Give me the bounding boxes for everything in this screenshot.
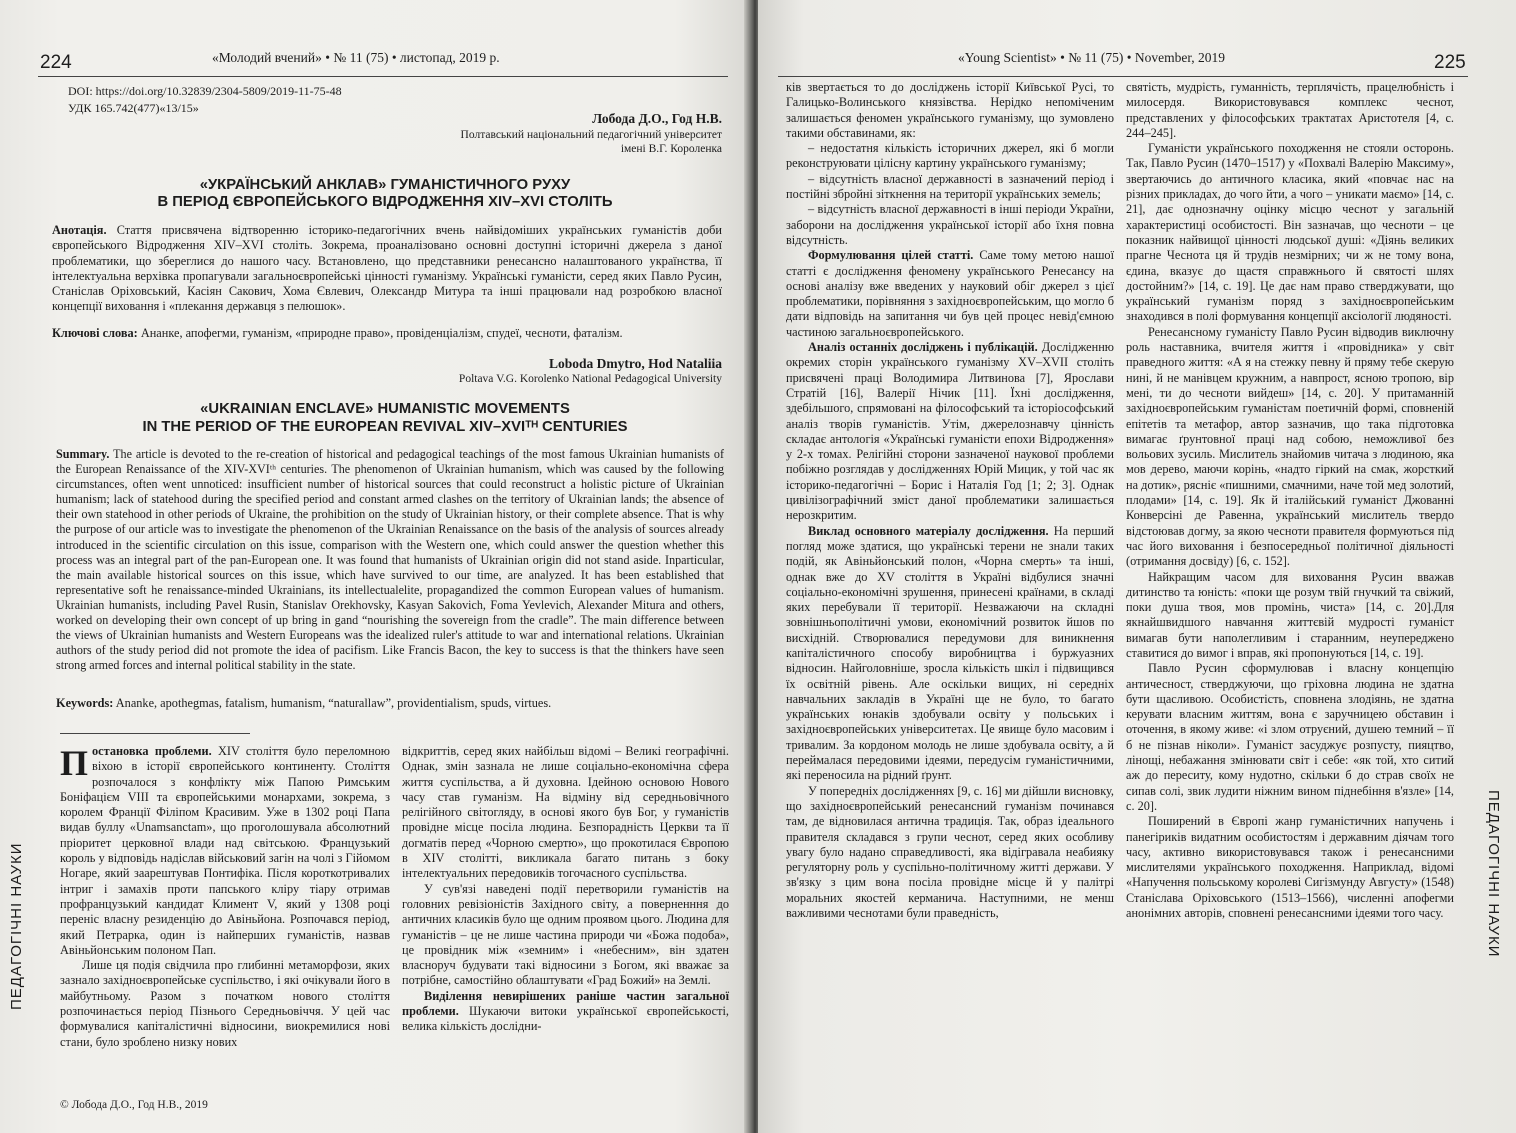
keywords-en — [56, 696, 724, 711]
running-head-right: «Young Scientist» • № 11 (75) • November, 2019 — [958, 50, 1226, 65]
column-1 — [60, 744, 390, 1050]
authors-en: Loboda Dmytro, Hod Nataliia — [548, 356, 722, 371]
running-head-left: «Молодий вчений» • № 11 (75) • листопад, 2019 р. — [212, 50, 500, 65]
col3-analysis-text: Дослідженню окремих сторін українського гуманізму XV–XVII століть присвячені праці Володимира Литвинова [7], Ярослави Стратій [16], Валерії Нічик [11]. Їхні дослідження, здебільшого, спрямовані на філософський та історіософський аналіз творів гуманістів. Утім, джерелознавчу цінність складає антологія «Українські гуманісти епохи Відродження» у 2-х томах. Релігійні сторони зазначеної наукової проблеми побіжно розглядав у дослідженнях Юрій Мицик, у той час як історико-педагогічні – Борис і Наталія Год [1; 2; 3]. Однак цивілізографічний зміст даної проблематики залишається нерозкритим. — [786, 340, 1114, 523]
abstract-ua-text: Стаття присвячена відтворенню історико-педагогічних вчень найвідоміших українських гуманістів доби європейського Відродження XIV–XVI століть. Зокрема, проаналізовано основні доступні історичні джерела з даної проблематики, що збереглися до нашого часу. Встановлено, що представники ренесансно налаштованого українства, її інтелектуальна верхівка пропагували загальноєвропейські цінності гуманізму. Українські гуманісти, серед яких Павло Русин, Станіслав Оріховський, Касіян Сакович, Хома Євлевич, Олександр Митура та інші працювали над розробкою власної концепції виховання і «плекання державця з пелюшок». — [52, 223, 722, 314]
col4-para-4: Найкращим часом для виховання Русин вважав дитинство та юність: «поки ще розум твій гнучкий та свіжий, поки душа твоя, мов промінь, чиста» [14, с. 20].Для якнайшвидшого навчання життєвій мудрості гуманіст вимагав бути наполегливим і старанним, неупереджено ставитися до вимог і вправ, які пропонуються [14, с. 19]. — [1126, 569, 1454, 660]
summary-label: Summary. — [56, 447, 110, 461]
keywords-ua — [52, 326, 722, 341]
doi: DOI: https://doi.org/10.32839/2304-5809/2019-11-75-48 — [68, 84, 342, 98]
col1-para-2: Лише ця подія свідчила про глибинні метаморфози, яких зазнало західноєвропейське суспільство, і які очікували його в майбутньому. Разом з початком нового століття розпочинається період Пізнього Середньовіччя. У цей час формувалися капіталістичні відносини, виокремилися нові стани, було зроблено низку нових — [60, 958, 390, 1049]
page-number-right: 225 — [1434, 52, 1466, 73]
col3-para-1: ків звертається то до досліджень історії Київської Русі, то Галицько-Волинського князівства. Нерідко непоміченим залишається феномен українського гуманізму, що зумовлено такими обставинами, як: — [786, 80, 1114, 140]
header-rule-right — [778, 76, 1468, 77]
col2-para-2: У сув'язі наведені події перетворили гуманістів на головних ревізіоністів Західного світу, а поверненння до античних класиків було ще одним проявом цього. Людина для гуманістів – це не лише частина природи чи «Божа подоба», це провідник між «земним» і «небесним», він здатен власноруч будувати такі відносини з Богом, які вважає за потрібне, самостійно облаштувати «Град Божий» на Землі. — [402, 881, 729, 988]
udk: УДК 165.742(477)«13/15» — [68, 101, 199, 115]
col3-main-text: На перший погляд може здатися, що українські терени не знали таких подій, як Авіньйонський полон, «Чорна смерть» та інші, однак вже до XV століття в Україні відбулися значні соціально-економічні зрушення, принесені країнами, в складі яких перебували її території. Незважаючи на складні зовнішньополітичні умови, економічний розвиток йшов по висхідній. Створювалися передумови для виникнення капіталістичного способу виробництва і буржуазних відносин. Найголовніше, зросла кількість шкіл і підвищився їх освітній рівень. Але оскільки вищих, ні середніх навчальних закладів в Україні ще не було, то багато українських юнаків здобували освіту у польських і західноєвропейських університетах. Це явище було масовим і тривалим. За кордоном молодь не лише здобувала освіту, а й переймалася передовими ідеями, передусім гуманістичними, які переносила на рідний ґрунт. — [786, 523, 1114, 783]
col2-para-1: відкриттів, серед яких найбільш відомі – Великі географічні. Однак, змін зазнала не лише соціально-економічна сфера життя суспільства, а й духовна. Ідейною основою Нового часу став гуманізм. На відміну від середньовічного релігійного світогляду, в основі якого був Бог, у гуманістів провідне місце посіла людина. Безпорадність Церкви та її догматів перед «Чорною смертю», що прокотилася Європою в XIV столітті, викликала багато питань з боку інтелектуальних передовиків тогочасного суспільства. — [402, 744, 729, 881]
title-en-line-2: IN THE PERIOD OF THE EUROPEAN REVIVAL XIV–XVIᵀᴴ CENTURIES — [142, 419, 628, 435]
affiliation-ua-1: Полтавський національний педагогічний університет — [460, 129, 722, 141]
col4-para-2: Гуманісти українського походження не стояли осторонь. Так, Павло Русин (1470–1517) у «Похвалі Валерію Максиму», звертаючись до античного класика, який «повчає нас на різних прикладах, до чого йти, а чого – уникати маємо» [14, с. 21], дає однозначну оцінку місцю чеснот у загальній характеристиці особистості. Він зазначав, що чесноти – це показник найвищої цінності людської душі: «Діянь великих прагне Чеснота ця й трудів незмірних; чи ж не тому вона, єдина, вказує до щастя справжнього й святості шлях достойним?» [14, с. 19]. Це дає нам право стверджувати, що український гуманізм поряд з західноєвропейським знаходився в полі формування концепції аксіології людяності. — [1126, 141, 1454, 324]
col3-analysis-heading: Аналіз останніх досліджень і публікацій. — [808, 340, 1038, 355]
col4-para-1: святість, мудрість, гуманність, терплячість, працелюбність і милосердя. Використовувався комплекс чеснот, представлених у філософських трактатах Аристотеля [4, с. 244–245]. — [1126, 80, 1454, 140]
col1-heading: остановка проблеми. — [92, 744, 212, 758]
col2-text-3: Шукаючи витоки української європейськості, велика кількість дослідни- — [402, 1004, 729, 1034]
column-3 — [786, 80, 1114, 921]
col1-para-1 — [60, 744, 390, 958]
col4-para-5: Павло Русин сформулював і власну концепцію античесност, стверджуючи, що гріховна людина не здатна бути щасливою. Особистість, сповнена злодіянь, не здатна керувати власним життям, вона є заручницею обставин і оточення, в якому живе: «і злом отруєний, душею темний – її б не пізнав ніколи». Гуманіст засуджує розпусту, пияцтво, лінощі, небажання змінювати світ і себе: «як той, хто ситий аж до переситу, кому нудотно, скільки б до страв своїх не сипав солі, звик лудити ніжним вином піднебіння в'язле» [14, с. 20]. — [1126, 661, 1454, 813]
keywords-ua-text: Ананке, апофегми, гуманізм, «природне право», провіденціалізм, спудеї, чесноти, фаталізм. — [140, 326, 623, 340]
col3-main — [786, 524, 1114, 784]
side-label-left: ПЕДАГОГІЧНІ НАУКИ — [8, 842, 25, 1010]
col2-heading: Виділення невирішених раніше частин загальної проблеми. — [402, 988, 729, 1019]
authors-ua: Лобода Д.О., Год Н.В. — [592, 111, 722, 126]
title-ua-line-1: «УКРАЇНСЬКИЙ АНКЛАВ» ГУМАНІСТИЧНОГО РУХУ — [199, 177, 571, 193]
abstract-ua — [52, 223, 722, 315]
drop-cap: П — [60, 743, 89, 783]
header-rule — [38, 76, 728, 77]
keywords-en-text: Ananke, apothegmas, fatalism, humanism, “naturallaw”, providentialism, spuds, virtues. — [115, 696, 552, 710]
col3-item-3: – відсутність власної державності в інші періоди України, заборони на дослідження української історії або їхня повна відсутність. — [786, 202, 1114, 247]
column-4 — [1126, 80, 1454, 921]
col3-item-1: – недостатня кількість історичних джерел, які б могли реконструювати цілісну картину українського гуманізму; — [786, 141, 1114, 171]
title-en-line-1: «UKRAINIAN ENCLAVE» HUMANISTIC MOVEMENTS — [200, 401, 570, 417]
summary-en — [56, 447, 724, 673]
side-label-right: ПЕДАГОГІЧНІ НАУКИ — [1485, 790, 1502, 958]
abstract-ua-label: Анотація. — [52, 223, 107, 237]
column-2 — [402, 744, 729, 1035]
title-ua-line-2: В ПЕРІОД ЄВРОПЕЙСЬКОГО ВІДРОДЖЕННЯ XIV–XVI СТОЛІТЬ — [157, 194, 613, 210]
col1-text-1: XIV століття було переломною віхою в історії європейського континенту. Століття розпочалося з конфлікту між Папою Римським Боніфацієм VIII та європейськими монархами, зокрема, з королем Франції Філіпом Красивим. Уже в 1302 році Папа видав буллу «Unamsanctam», що проголошувала абсолютний пріоритет церковної влади над світською. Французький король у відповідь надіслав військовий загін на чолі з Гійомом Ногаре, який заарештував Понтифіка. Після короткотривалих інтриг і замахів проти папського кліру тіару отримав профранцузький кандидат Климент V, який у 1308 році переніс власну резиденцію до Авіньйона. Розпочався період, який Петрарка, один із найперших гуманістів, назвав Авіньйонським полоном Пап. — [60, 744, 390, 957]
keywords-ua-label: Ключові слова: — [52, 326, 138, 340]
col3-item-2: – відсутність власної державності в зазначений період і постійні збройні зіткнення на території українських земель; — [786, 171, 1114, 202]
keywords-en-label: Keywords: — [56, 696, 114, 710]
col3-main-heading: Виклад основного матеріалу дослідження. — [808, 523, 1049, 538]
col3-goals — [786, 248, 1114, 340]
col3-last: У попередніх дослідженнях [9, с. 16] ми дійшли висновку, що західноєвропейський ренесансний гуманізм починався там, де відновилася антична традиція. Так, образ ідеального правителя складався з групи чеснот, серед яких особливу увагу було надано справедливості, яка відігравала неабияку регуляторну роль у суспільно-політичному житті держави. У зв'язку з цим вона посіла провідне місце й у палітрі моральних якостей керманича. Наступними, не менш важливими чеснотами були праведність, — [786, 783, 1114, 921]
col4-para-3: Ренесансному гуманісту Павло Русин відводив виключну роль наставника, вчителя життя і «провідника» у світ праведного життя: «А я на стежку певну й пряму тебе скерую нині, й не манівцем кружним, а навпрост, ясною тропою, вір мені, ти до чесноти вийдеш» [14, с. 20]. У притаманній західноєвропейським гуманістам поетичній формі, сповненій епітетів та метафор, автор зазначив, що така підготовка вимагає ґрунтовної праці над собою, неможливої без вольових зусиль. Мислитель знайомив читача з людиною, яка мов дерево, маючи корінь, «надто гіркий на смак, жорсткий на дотик», рясніє «пишними, смачними, наче той мед золотий, плодами» [14, с. 19]. Як й італійський гуманіст Джованні Конверсіні де Равенна, український мислитель твердо відстоював догму, за якою чесноти правителя формуються під час його виховання і безпосередньої політичної діяльності (отримання досвіду) [6, с. 152]. — [1126, 324, 1454, 569]
col3-analysis — [786, 340, 1114, 524]
section-rule — [60, 733, 250, 734]
affiliation-en: Poltava V.G. Korolenko National Pedagogical University — [458, 373, 722, 385]
summary-text: The article is devoted to the re-creation of historical and pedagogical teachings of the most famous Ukrainian humanists of the European Renaissance of the XIV-XVIᵗʰ centuries. The phenomenon of Ukrainian humanism, which was caused by the following circumstances, often went unnoticed: insufficient number of historical sources that could reconstruct a holistic picture of Ukrainian humanism; lack of statehood during the specified period and constant armed clashes on the territory of Ukrainian lands; the absence of their own statehood in other periods of Ukraine, the prohibition on the study of Ukrainian history, or their complete absence. That is why the purpose of our article was to investigate the phenomenon of the Ukrainian Renaissance on the basis of the analysis of sources already introduced in the scientific circulation on this issue, comparison with the Western one, which could answer the question whether this process was an integral part of the pan-European one. It was found that humanists of Ukrainian origin did not stand aside. Inparticular, the main available historical sources on this issue, which have survived to our time, are analyzed. It has been established that representative soft he renaissance-minded Ukrainians, its intellectualelite, propagandized the common European values of humanism. Ukrainian humanists, including Pavel Rusin, Stanislav Orekhovsky, Kasyan Sakovich, Foma Yevlevich, Alexander Mitura and others, worked on developing their own concept of up bring in gand “nourishing the sovereign from the cradle”. The main difference between the views of Ukrainian humanists and Western Europeans was the idealized ruler's attitude to war and international relations. Ukrainian authors of the study period did not promote the idea of pacifism. Like Francis Bacon, the key to success is that the thinkers have seen strong armed forces and internal political stability in the state. — [56, 447, 724, 673]
col2-para-3 — [402, 989, 729, 1035]
copyright: © Лобода Д.О., Год Н.В., 2019 — [60, 1099, 208, 1111]
page-number-left: 224 — [40, 52, 72, 73]
right-page — [758, 0, 1516, 1133]
left-page — [0, 0, 750, 1133]
affiliation-ua-2: імені В.Г. Короленка — [620, 143, 722, 155]
col3-goals-heading: Формулювання цілей статті. — [808, 248, 974, 263]
col4-para-6: Поширений в Європі жанр гуманістичних напучень і панегіриків видатним особистостям і державним діячам того часу, активно використовувався також і ренесансними мислителями українського походження. Наприклад, відомі «Напучення польському королеві Сигізмунду Августу» (1548) Станіслава Оріховського (1513–1566), численні апофегми анонімних авторів, сповнені ренесансними ідеями того часу. — [1126, 814, 1454, 921]
col3-goals-text: Саме тому метою нашої статті є дослідження феномену українського Ренесансу на основі аналізу вже введених у науковий обіг джерел з цієї проблематики, порівняння з західноєвропейським, що могло б дати відповідь на запитання чи був цей процес невід'ємною частиною загальноєвропейського. — [786, 248, 1114, 339]
